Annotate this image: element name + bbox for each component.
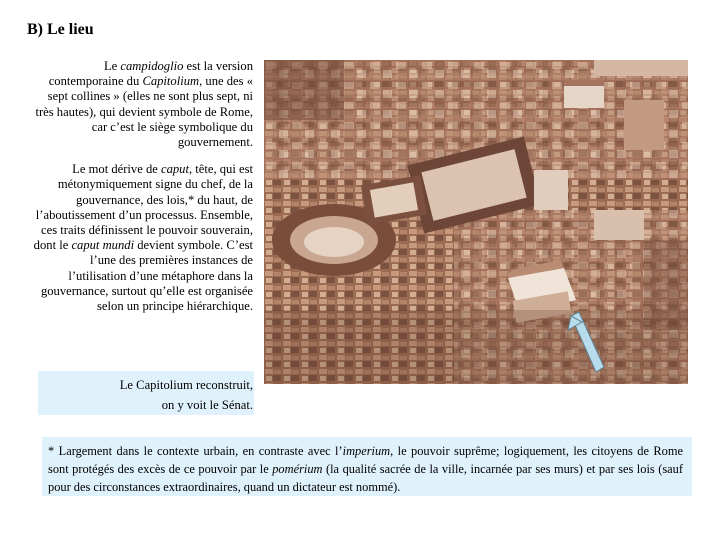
caption-line-2: on y voit le Sénat. <box>161 398 253 412</box>
text-column <box>30 59 253 326</box>
photo-caption <box>38 371 254 415</box>
paragraph-campidoglio: Le campidoglio est la version contemporaine du Capitolium, une des « sept collines » (elles ne sont plus sept, ni très hautes), qui devient symbole de Rome, car c’est le siège symbolique du gouvernement. <box>35 59 253 150</box>
paragraph-caput: Le mot dérive de caput, tête, qui est métonymiquement signe du chef, de la gouvernance, des lois,* du haut, de l’aboutissement d’un processus. Ensemble, ces traits définissent le pouvoir souverain, dont le caput mundi devient symbole. C’est l’une des premières instances de l’utilisation d’une métaphore dans la gouvernance, surtout qu’elle est organisée selon un principe hiérarchique. <box>33 162 253 314</box>
capitolium-model-photo <box>264 60 688 384</box>
footnote: * Largement dans le contexte urbain, en contraste avec l’imperium, le pouvoir suprême; logiquement, les citoyens de Rome sont protégés des excès de ce pouvoir par le pomérium (la qualité sacrée de la ville, incarnée par ses murs) et par ses lois (sauf pour des circonstances extraordinaires, quand un dictateur est nommé). <box>42 437 692 496</box>
section-heading: B) Le lieu <box>27 21 94 38</box>
model-photo-illustration <box>264 60 688 384</box>
caption-line-1: Le Capitolium reconstruit, <box>119 378 253 392</box>
